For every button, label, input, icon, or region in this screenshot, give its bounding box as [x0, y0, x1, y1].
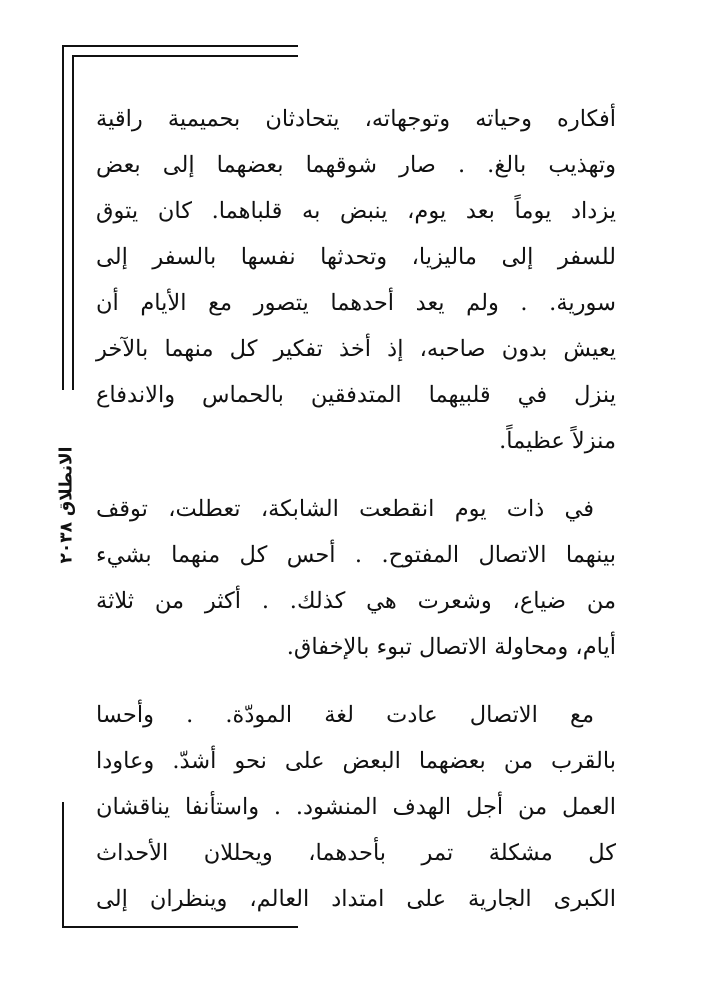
text-line: يزداد يوماً بعد يوم، ينبض به قلباهما. كان يتوق	[96, 198, 616, 224]
text-line: يعيش بدون صاحبه، إذ أخذ تفكير كل منهما بالآخر	[96, 336, 616, 362]
text-line: أفكاره وحياته وتوجهاته، يتحادثان بحميمية راقية	[96, 106, 616, 132]
paragraph	[96, 692, 616, 922]
body-text	[96, 96, 616, 944]
frame-top-inner-line	[72, 55, 298, 57]
text-line: وتهذيب بالغ. . صار شوقهما بعضهما إلى بعض	[96, 152, 616, 178]
text-line: بينهما الاتصال المفتوح. . أحس كل منهما بشيء	[96, 542, 616, 568]
frame-left-inner-line	[72, 55, 74, 390]
text-line: كل مشكلة تمر بأحدهما، ويحللان الأحداث	[96, 840, 616, 866]
text-line: أيام، ومحاولة الاتصال تبوء بالإخفاق.	[286, 634, 616, 660]
text-line: ينزل في قلبيهما المتدفقين بالحماس والاندفاع	[96, 382, 616, 408]
frame-left-outer-line	[62, 45, 64, 390]
text-line: بالقرب من بعضهما البعض على نحو أشدّ. وعاودا	[96, 748, 616, 774]
text-line: الكبرى الجارية على امتداد العالم، وينظران إلى	[96, 886, 616, 912]
paragraph	[96, 96, 616, 464]
text-line: للسفر إلى ماليزيا، وتحدثها نفسها بالسفر إلى	[96, 244, 616, 270]
paragraph	[96, 486, 616, 670]
text-line: منزلاً عظيماً.	[499, 428, 616, 454]
running-header-text: الانطلاق ٢٠٣٨	[56, 446, 77, 564]
text-line: من ضياع، وشعرت هي كذلك. . أكثر من ثلاثة	[96, 588, 616, 614]
text-line: العمل من أجل الهدف المنشود. . واستأنفا يناقشان	[96, 794, 616, 820]
frame-top-outer-line	[62, 45, 298, 47]
text-line: في ذات يوم انقطعت الشابكة، تعطلت، توقف	[96, 496, 594, 522]
running-header	[54, 395, 78, 615]
text-line: سورية. . ولم يعد أحدهما يتصور مع الأيام أن	[96, 290, 616, 316]
frame-left-lower-line	[62, 802, 64, 928]
text-line: مع الاتصال عادت لغة المودّة. . وأحسا	[96, 702, 594, 728]
